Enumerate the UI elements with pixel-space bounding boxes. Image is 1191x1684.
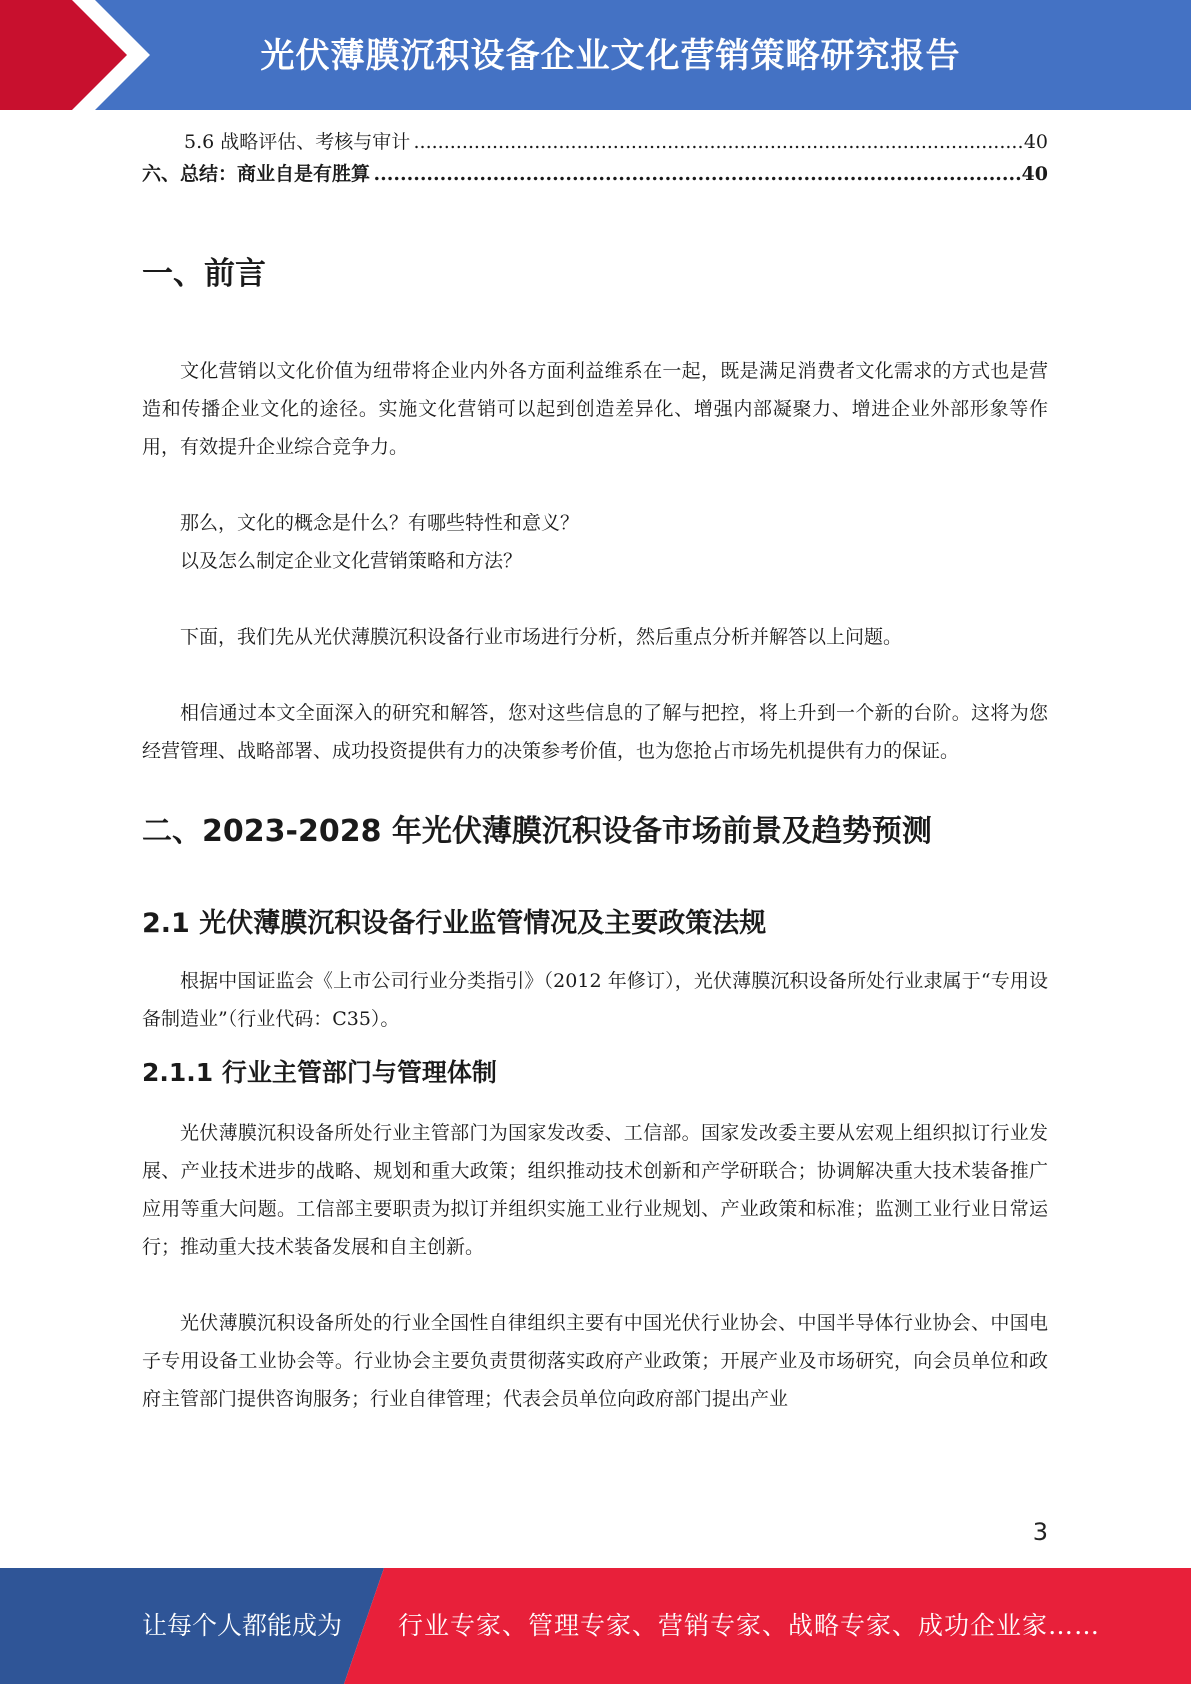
paragraph: 光伏薄膜沉积设备所处行业主管部门为国家发改委、工信部。国家发改委主要从宏观上组织拟订行业发展、产业技术进步的战略、规划和重大政策；组织推动技术创新和产学研联合；协调解决重大技术装备推广应用等重大问题。工信部主要职责为拟订并组织实施工业行业规划、产业政策和标准；监测工业行业日常运行；推动重大技术装备发展和自主创新。 (142, 1122, 1048, 1258)
report-title: 光伏薄膜沉积设备企业文化营销策略研究报告 (260, 36, 961, 76)
page-header (0, 0, 1191, 110)
question-line: 以及怎么制定企业文化营销策略和方法？ (180, 550, 523, 572)
toc-entry-page: 40 (1024, 126, 1048, 158)
question-line: 那么，文化的概念是什么？有哪些特性和意义？ (180, 512, 580, 534)
toc-entry-label: 六、总结：商业自是有胜算 (142, 163, 371, 185)
paragraph: 相信通过本文全面深入的研究和解答，您对这些信息的了解与把控，将上升到一个新的台阶。这将为您经营管理、战略部署、成功投资提供有力的决策参考价值，也为您抢占市场先机提供有力的保证。 (142, 702, 1048, 762)
paragraph: 文化营销以文化价值为纽带将企业内外各方面利益维系在一起，既是满足消费者文化需求的方式也是营造和传播企业文化的途径。实施文化营销可以起到创造差异化、增强内部凝聚力、增进企业外部形象等作用，有效提升企业综合竞争力。 (142, 360, 1048, 458)
page-content (142, 126, 1048, 1418)
paragraph: 光伏薄膜沉积设备所处的行业全国性自律组织主要有中国光伏行业协会、中国半导体行业协会、中国电子专用设备工业协会等。行业协会主要负责贯彻落实政府产业政策；开展产业及市场研究，向会员单位和政府主管部门提供咨询服务；行业自律管理；代表会员单位向政府部门提出产业 (142, 1312, 1048, 1410)
footer-slogan-right: 行业专家、管理专家、营销专家、战略专家、成功企业家…… (398, 1611, 1101, 1640)
footer-slogan-left: 让每个人都能成为 (142, 1611, 343, 1640)
subsubsection-heading: 2.1.1 行业主管部门与管理体制 (142, 1058, 497, 1087)
paragraph: 下面，我们先从光伏薄膜沉积设备行业市场进行分析，然后重点分析并解答以上问题。 (180, 626, 903, 648)
toc-entry[interactable] (142, 126, 1048, 158)
section-heading-market-outlook: 二、2023-2028 年光伏薄膜沉积设备市场前景及趋势预测 (142, 814, 932, 849)
paragraph: 根据中国证监会《上市公司行业分类指引》（2012 年修订），光伏薄膜沉积设备所处行业隶属于“专用设备制造业”（行业代码：C35）。 (142, 970, 1048, 1030)
page-footer (0, 1568, 1191, 1684)
subsection-heading: 2.1 光伏薄膜沉积设备行业监管情况及主要政策法规 (142, 908, 767, 939)
toc-entry-label: 5.6 战略评估、考核与审计 (184, 131, 411, 153)
section-heading-preface: 一、前言 (142, 256, 266, 292)
page-number: 3 (1032, 1518, 1048, 1546)
toc-entry-page: 40 (1022, 158, 1048, 190)
toc-entry[interactable] (142, 158, 1048, 190)
